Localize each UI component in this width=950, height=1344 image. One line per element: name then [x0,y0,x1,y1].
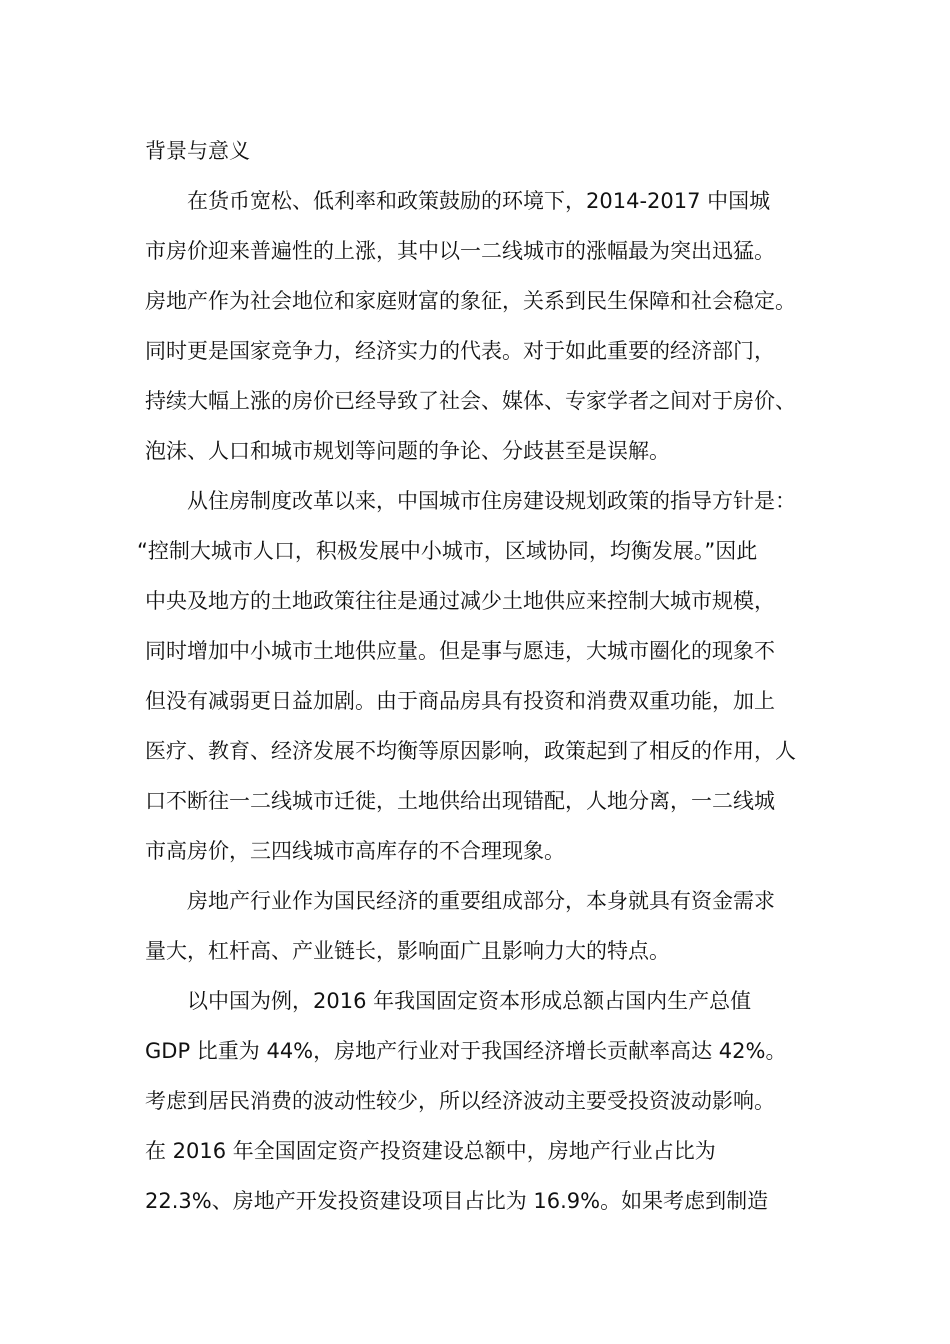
text-line: 泡沫、人口和城市规划等问题的争论、分歧甚至是误解。 [145,439,670,463]
text-line: 房地产作为社会地位和家庭财富的象征，关系到民生保障和社会稳定。 [145,289,796,313]
paragraph-1 [145,176,820,476]
text-line: 考虑到居民消费的波动性较少，所以经济波动主要受投资波动影响。 [145,1089,775,1113]
text-line: 量大，杠杆高、产业链长，影响面广且影响力大的特点。 [145,939,670,963]
text-line: 医疗、教育、经济发展不均衡等原因影响，政策起到了相反的作用，人 [145,739,796,763]
text-line: 同时增加中小城市土地供应量。但是事与愿违，大城市圈化的现象不 [145,639,775,663]
text-line: 以中国为例，2016 年我国固定资本形成总额占国内生产总值 [187,989,752,1013]
text-line: 在 2016 年全国固定资产投资建设总额中，房地产行业占比为 [145,1139,716,1163]
text-line: 房地产行业作为国民经济的重要组成部分，本身就具有资金需求 [187,889,775,913]
text-line: 中央及地方的土地政策往往是通过减少土地供应来控制大城市规模， [145,589,775,613]
paragraph-4 [145,976,820,1226]
document-body [137,126,820,1226]
text-line: 持续大幅上涨的房价已经导致了社会、媒体、专家学者之间对于房价、 [145,389,796,413]
text-line: 市高房价，三四线城市高库存的不合理现象。 [145,839,565,863]
paragraph-2 [137,476,820,876]
text-line: 但没有减弱更日益加剧。由于商品房具有投资和消费双重功能，加上 [145,689,775,713]
text-line: GDP 比重为 44%，房地产行业对于我国经济增长贡献率高达 42%。 [145,1039,787,1063]
text-line: 同时更是国家竞争力，经济实力的代表。对于如此重要的经济部门， [145,339,775,363]
text-line: 市房价迎来普遍性的上涨，其中以一二线城市的涨幅最为突出迅猛。 [145,239,775,263]
text-line: “控制大城市人口，积极发展中小城市，区域协同，均衡发展。”因此 [137,539,758,563]
text-line: 口不断往一二线城市迁徙，土地供给出现错配，人地分离，一二线城 [145,789,775,813]
paragraph-3 [145,876,820,976]
text-line: 22.3%、房地产开发投资建设项目占比为 16.9%。如果考虑到制造 [145,1189,769,1213]
text-line: 从住房制度改革以来，中国城市住房建设规划政策的指导方针是： [187,489,796,513]
text-line: 在货币宽松、低利率和政策鼓励的环境下，2014-2017 中国城 [187,189,771,213]
section-heading: 背景与意义 [145,139,250,163]
